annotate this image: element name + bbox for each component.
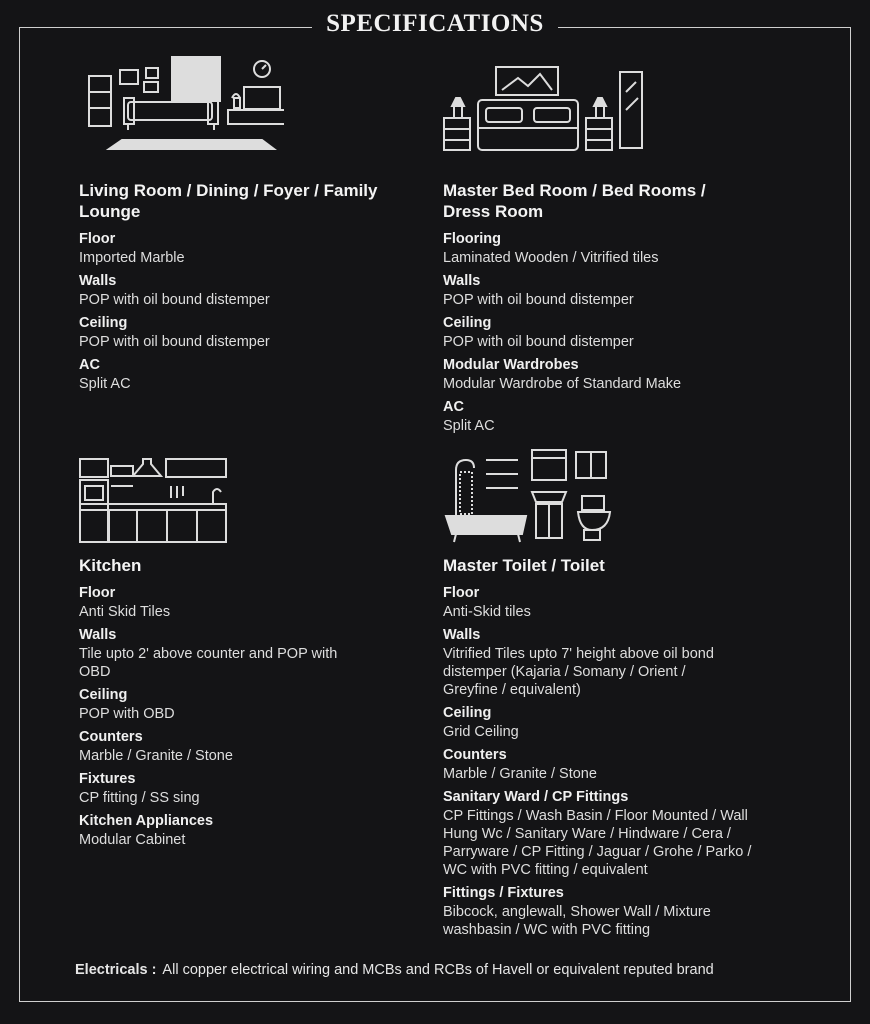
spec-label: Sanitary Ward / CP Fittings bbox=[443, 789, 629, 805]
spec-fittings bbox=[443, 884, 783, 939]
spec-ceiling bbox=[443, 314, 743, 351]
spec-label: Flooring bbox=[443, 231, 501, 247]
spec-value: Marble / Granite / Stone bbox=[443, 766, 597, 782]
spec-counters bbox=[443, 746, 783, 783]
spec-value: Split AC bbox=[79, 376, 131, 392]
section-kitchen bbox=[79, 555, 341, 854]
spec-value: Laminated Wooden / Vitrified tiles bbox=[443, 250, 659, 266]
spec-walls bbox=[443, 626, 783, 699]
spec-value: Tile upto 2' above counter and POP with OBD bbox=[79, 646, 338, 680]
spec-label: Fittings / Fixtures bbox=[443, 885, 564, 901]
section-heading: Kitchen bbox=[79, 556, 142, 575]
spec-fixtures bbox=[79, 770, 341, 807]
spec-sanitary bbox=[443, 788, 783, 879]
spec-label: Ceiling bbox=[443, 705, 492, 721]
spec-ac bbox=[443, 398, 743, 435]
spec-wardrobes bbox=[443, 356, 743, 393]
spec-walls bbox=[79, 272, 379, 309]
spec-value: Bibcock, anglewall, Shower Wall / Mixture washbasin / WC with PVC fitting bbox=[443, 904, 711, 938]
spec-label: Ceiling bbox=[443, 315, 492, 331]
spec-floor bbox=[443, 584, 783, 621]
spec-walls bbox=[443, 272, 743, 309]
spec-label: Walls bbox=[79, 627, 117, 643]
spec-label: AC bbox=[79, 357, 100, 373]
spec-label: Ceiling bbox=[79, 315, 128, 331]
spec-ceiling bbox=[443, 704, 783, 741]
spec-label: Ceiling bbox=[79, 687, 128, 703]
spec-value: Split AC bbox=[443, 418, 495, 434]
spec-value: Marble / Granite / Stone bbox=[79, 748, 233, 764]
spec-value: POP with oil bound distemper bbox=[443, 334, 634, 350]
spec-label: Counters bbox=[79, 729, 143, 745]
spec-ceiling bbox=[79, 686, 341, 723]
section-bedroom bbox=[443, 180, 743, 440]
bedroom-icon bbox=[440, 62, 660, 157]
spec-value: CP Fittings / Wash Basin / Floor Mounted / Wall Hung Wc / Sanitary Ware / Hindware / Cera / Parryware / CP Fitting / Jaguar / Grohe / Parko / WC with PVC fitting / equivalent bbox=[443, 808, 752, 878]
spec-label: Kitchen Appliances bbox=[79, 813, 214, 829]
spec-value: POP with oil bound distemper bbox=[443, 292, 634, 308]
spec-value: Vitrified Tiles upto 7' height above oil bond distemper (Kajaria / Somany / Orient / Greyfine / equivalent) bbox=[443, 646, 714, 698]
spec-value: Modular Cabinet bbox=[79, 832, 186, 848]
spec-value: POP with oil bound distemper bbox=[79, 334, 270, 350]
kitchen-icon bbox=[77, 456, 229, 544]
spec-label: Floor bbox=[79, 585, 116, 601]
electricals-text: All copper electrical wiring and MCBs and RCBs of Havell or equivalent reputed brand bbox=[162, 962, 714, 978]
spec-label: Floor bbox=[79, 231, 116, 247]
section-toilet bbox=[443, 555, 783, 944]
spec-floor bbox=[79, 230, 379, 267]
spec-flooring bbox=[443, 230, 743, 267]
page-title: SPECIFICATIONS bbox=[0, 10, 870, 38]
spec-label: Counters bbox=[443, 747, 507, 763]
electricals-note bbox=[75, 962, 714, 978]
spec-label: Walls bbox=[443, 273, 481, 289]
section-heading: Master Toilet / Toilet bbox=[443, 556, 605, 575]
bathroom-icon bbox=[442, 446, 620, 544]
spec-value: Imported Marble bbox=[79, 250, 185, 266]
section-heading: Living Room / Dining / Foyer / Family Lounge bbox=[79, 181, 378, 221]
spec-label: Modular Wardrobes bbox=[443, 357, 579, 373]
spec-floor bbox=[79, 584, 341, 621]
spec-value: CP fitting / SS sing bbox=[79, 790, 200, 806]
spec-label: AC bbox=[443, 399, 464, 415]
spec-walls bbox=[79, 626, 341, 681]
living-room-icon bbox=[84, 52, 284, 152]
electricals-label: Electricals : bbox=[75, 962, 157, 978]
spec-appliances bbox=[79, 812, 341, 849]
spec-label: Walls bbox=[79, 273, 117, 289]
spec-value: POP with OBD bbox=[79, 706, 175, 722]
spec-ac bbox=[79, 356, 379, 393]
spec-counters bbox=[79, 728, 341, 765]
spec-ceiling bbox=[79, 314, 379, 351]
spec-value: POP with oil bound distemper bbox=[79, 292, 270, 308]
section-living-room bbox=[79, 180, 379, 398]
spec-value: Grid Ceiling bbox=[443, 724, 519, 740]
spec-label: Fixtures bbox=[79, 771, 136, 787]
spec-value: Anti-Skid tiles bbox=[443, 604, 531, 620]
spec-value: Anti Skid Tiles bbox=[79, 604, 171, 620]
spec-label: Walls bbox=[443, 627, 481, 643]
spec-label: Floor bbox=[443, 585, 480, 601]
section-heading: Master Bed Room / Bed Rooms / Dress Room bbox=[443, 181, 706, 221]
spec-value: Modular Wardrobe of Standard Make bbox=[443, 376, 682, 392]
